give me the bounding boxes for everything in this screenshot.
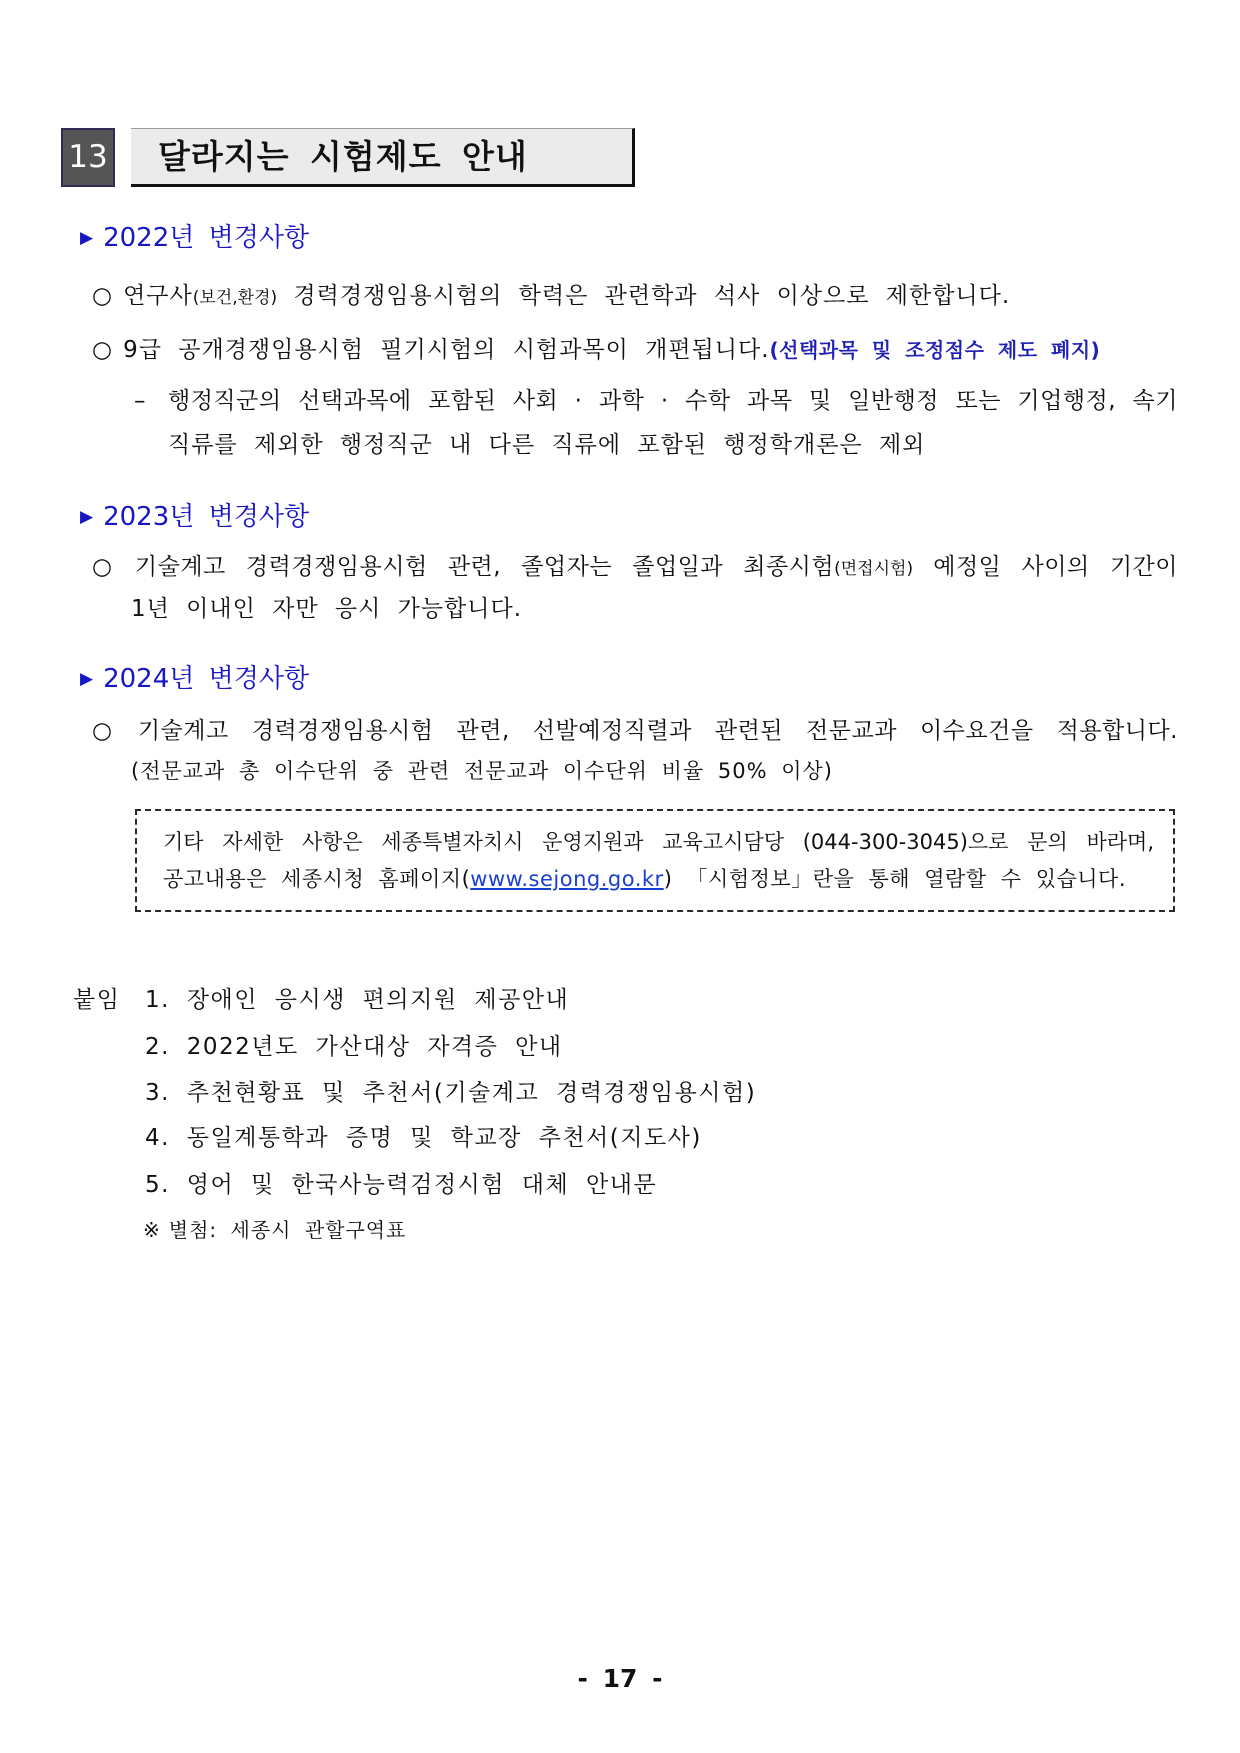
item-text: 연구사 xyxy=(123,283,193,309)
homepage-link[interactable]: www.sejong.go.kr xyxy=(470,867,664,891)
circle-bullet-icon: ○ xyxy=(92,283,114,309)
item-highlight-note: (선택과목 및 조정점수 제도 폐지) xyxy=(769,338,1101,362)
item-small-text: (보건,환경) xyxy=(192,288,278,308)
notice-text-after-link: ) 「시험정보」란을 통해 열람할 수 있습니다. xyxy=(663,867,1127,891)
circle-bullet-icon: ○ xyxy=(92,554,125,580)
annex-note xyxy=(143,1216,406,1244)
notice-line-1: 기타 자세한 사항은 세종특별자치시 운영지원과 교육고시담당 (044-300-3045)으로 문의 바라며, xyxy=(163,830,1154,854)
attachment-item: 1. 장애인 응시생 편의지원 제공안내 xyxy=(145,987,570,1013)
item-text: 9급 공개경쟁임용시험 필기시험의 시험과목이 개편됩니다. xyxy=(123,337,770,363)
annex-text: 별첨: 세종시 관할구역표 xyxy=(168,1218,407,1242)
item-text: 기술계고 경력경쟁임용시험 관련, 졸업자는 졸업일과 최종시험 xyxy=(134,554,835,580)
heading-2024-changes xyxy=(80,662,309,696)
notice-line-2 xyxy=(163,864,1126,894)
circle-bullet-icon: ○ xyxy=(92,718,128,744)
triangle-marker-icon: ▶ xyxy=(80,507,94,527)
detail-line-2: 직류를 제외한 행정직군 내 다른 직류에 포함된 행정학개론은 제외 xyxy=(168,432,926,458)
section-number-badge: 13 xyxy=(61,128,115,187)
change-item-major-requirements xyxy=(92,715,1178,747)
reference-mark-icon: ※ xyxy=(143,1218,161,1242)
item-small-text: (면접시험) xyxy=(834,559,914,579)
item-text-rest: 예정일 사이의 기간이 xyxy=(913,554,1178,580)
triangle-marker-icon: ▶ xyxy=(80,669,94,689)
page-number: - 17 - xyxy=(577,1664,663,1693)
section-title-box xyxy=(131,128,635,187)
attachments-label: 붙임 xyxy=(73,987,121,1013)
attachment-item: 3. 추천현황표 및 추천서(기술계고 경력경쟁임용시험) xyxy=(145,1080,757,1106)
change-item-grade9-subjects xyxy=(92,334,1100,366)
triangle-marker-icon: ▶ xyxy=(80,228,94,248)
item-continuation: 1년 이내인 자만 응시 가능합니다. xyxy=(131,596,523,622)
attachment-item: 5. 영어 및 한국사능력검정시험 대체 안내문 xyxy=(145,1172,658,1198)
heading-text: 2024년 변경사항 xyxy=(103,664,310,694)
item-text: 기술계고 경력경쟁임용시험 관련, 선발예정직렬과 관련된 전문교과 이수요건을 적용합니다. xyxy=(137,718,1178,744)
notice-text-before-link: 공고내용은 세종시청 홈페이지( xyxy=(163,867,471,891)
section-title: 달라지는 시험제도 안내 xyxy=(158,137,528,176)
circle-bullet-icon: ○ xyxy=(92,337,114,363)
heading-text: 2023년 변경사항 xyxy=(103,502,310,532)
item-text-rest: 경력경쟁임용시험의 학력은 관련학과 석사 이상으로 제한합니다. xyxy=(277,283,1011,309)
item-continuation: (전문교과 총 이수단위 중 관련 전문교과 이수단위 비율 50% 이상) xyxy=(131,759,834,783)
dash-marker-icon: – xyxy=(134,388,147,414)
detail-line-1: 행정직군의 선택과목에 포함된 사회 · 과학 · 수학 과목 및 일반행정 또는 기업행정, 속기 xyxy=(168,388,1178,414)
attachment-item: 2. 2022년도 가산대상 자격증 안내 xyxy=(145,1034,563,1060)
attachment-item: 4. 동일계통학과 증명 및 학교장 추천서(지도사) xyxy=(145,1125,702,1151)
contact-notice-box xyxy=(135,809,1175,912)
heading-2023-changes xyxy=(80,500,309,534)
change-item-vocational-graduates xyxy=(92,551,1178,585)
heading-text: 2022년 변경사항 xyxy=(103,223,310,253)
heading-2022-changes xyxy=(80,221,309,255)
change-item-researcher-education xyxy=(92,280,1010,314)
